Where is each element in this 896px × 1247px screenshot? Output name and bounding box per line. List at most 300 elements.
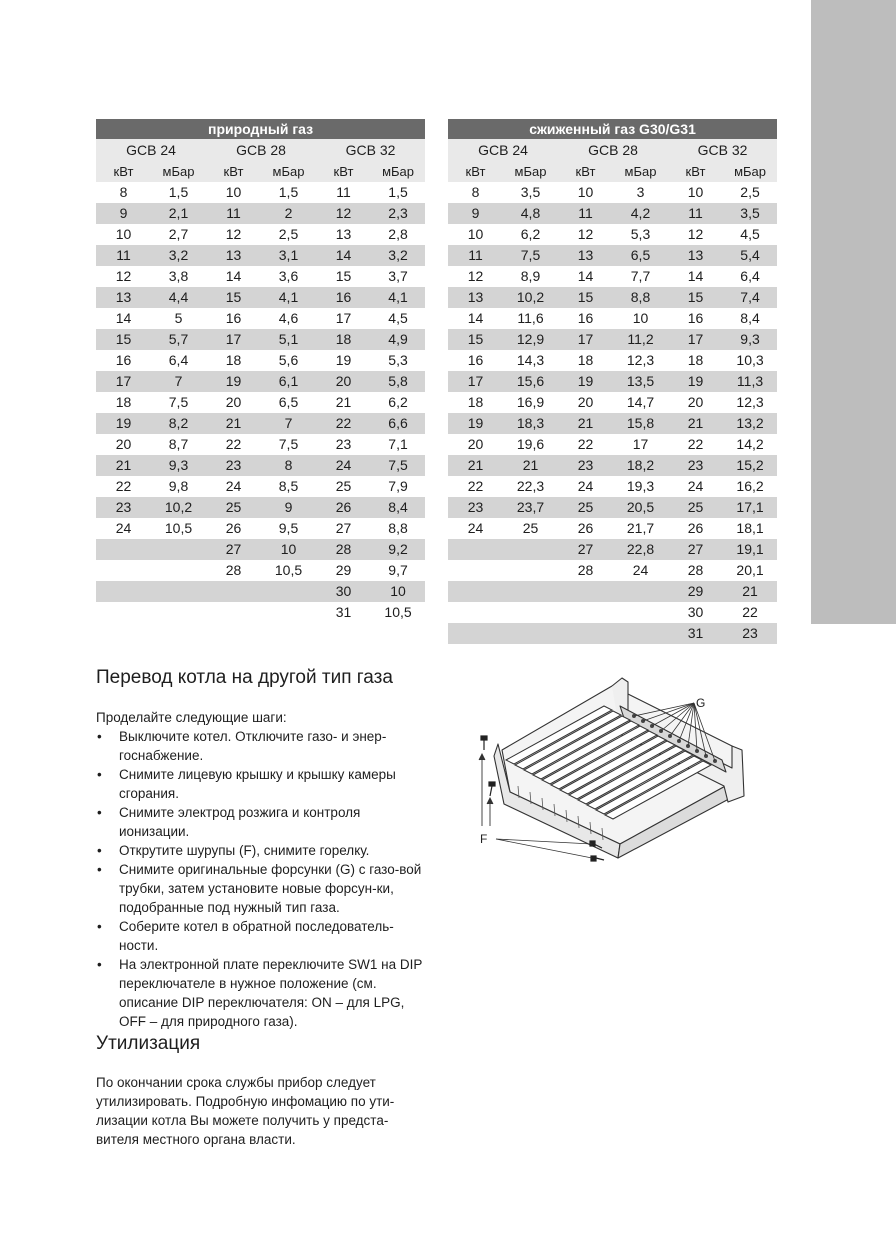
table-cell: 12 [448,266,503,287]
table-title: природный газ [96,119,425,139]
table-cell: 11 [316,182,371,203]
table-cell: 8 [96,182,151,203]
table-cell: 25 [558,497,613,518]
table-cell: 13 [668,245,723,266]
table-cell: 3,7 [371,266,425,287]
table-row [96,182,425,203]
table-cell: 6,1 [261,371,316,392]
table-cell: 10 [371,581,425,602]
bullet: • [97,729,102,744]
table-cell: 14 [316,245,371,266]
table-cell: 13,5 [613,371,668,392]
table-cell: 6,5 [261,392,316,413]
table-cell: 10,5 [261,560,316,581]
table-cell [96,581,151,602]
table-row [96,581,425,602]
table-cell: 14 [558,266,613,287]
lpg-gas-table [448,119,777,644]
table-row [96,602,425,623]
table-cell: 22 [96,476,151,497]
table-cell: 20 [668,392,723,413]
table-row [448,308,777,329]
table-cell: 8,5 [261,476,316,497]
table-cell: 22 [448,476,503,497]
table-cell: 10 [558,182,613,203]
table-cell: 15,8 [613,413,668,434]
step-text: Соберите котел в обратной последователь-ности. [119,919,394,953]
table-cell: 3,5 [503,182,558,203]
table-row [448,182,777,203]
table-cell: 11 [558,203,613,224]
table-row [96,434,425,455]
table-cell: 14 [448,308,503,329]
table-cell: 10 [206,182,261,203]
table-row [96,266,425,287]
list-item [96,765,430,803]
unit-header: кВт [96,161,151,182]
table-cell: 18 [448,392,503,413]
table-cell: 22 [723,602,777,623]
table-row [96,329,425,350]
table-cell: 19 [448,413,503,434]
table-cell [503,560,558,581]
steps-intro: Проделайте следующие шаги: [96,710,287,725]
table-cell: 7,7 [613,266,668,287]
bullet: • [97,919,102,934]
table-cell: 19,3 [613,476,668,497]
table-cell: 9,3 [723,329,777,350]
table-cell [448,602,503,623]
table-cell: 18 [206,350,261,371]
bullet: • [97,957,102,972]
table-row [448,602,777,623]
table-cell: 16 [206,308,261,329]
table-cell: 15 [206,287,261,308]
table-cell: 18 [316,329,371,350]
table-cell: 22 [668,434,723,455]
table-row [96,413,425,434]
unit-header: кВт [668,161,723,182]
unit-header: кВт [316,161,371,182]
table-cell: 13 [206,245,261,266]
table-cell [613,602,668,623]
table-cell: 27 [558,539,613,560]
table-cell: 16 [316,287,371,308]
label-g: G [696,696,706,710]
table-cell: 9,5 [261,518,316,539]
model-header: GCB 24 [448,139,558,161]
table-cell: 24 [613,560,668,581]
table-cell: 6,6 [371,413,425,434]
table-row [448,476,777,497]
unit-header: кВт [448,161,503,182]
table-cell: 21,7 [613,518,668,539]
table-cell: 12 [668,224,723,245]
table-cell: 23 [668,455,723,476]
table-cell: 27 [206,539,261,560]
table-row [448,329,777,350]
table-cell [503,602,558,623]
table-row [448,203,777,224]
table-row [96,455,425,476]
disposal-heading: Утилизация [96,1033,201,1054]
table-cell: 18,1 [723,518,777,539]
table-cell: 5,1 [261,329,316,350]
table-row [96,350,425,371]
table-cell: 21 [668,413,723,434]
table-cell: 20 [448,434,503,455]
table-cell: 7,5 [151,392,206,413]
table-cell: 26 [668,518,723,539]
table-cell: 21 [558,413,613,434]
unit-header: кВт [206,161,261,182]
table-cell: 1,5 [371,182,425,203]
table-cell: 16,9 [503,392,558,413]
table-cell: 25 [206,497,261,518]
table-cell: 11,6 [503,308,558,329]
table-cell [151,539,206,560]
table-cell: 4,2 [613,203,668,224]
table-cell: 11 [206,203,261,224]
table-cell: 9 [448,203,503,224]
list-item [96,803,430,841]
table-cell: 2,5 [723,182,777,203]
table-row [96,371,425,392]
table-cell: 22 [206,434,261,455]
table-row [448,413,777,434]
table-cell: 22,3 [503,476,558,497]
table-cell: 7,5 [261,434,316,455]
bullet: • [97,805,102,820]
table-cell: 19 [558,371,613,392]
table-cell: 19,1 [723,539,777,560]
table-cell: 3,8 [151,266,206,287]
table-row [448,581,777,602]
model-header: GCB 28 [558,139,668,161]
table-cell: 2,3 [371,203,425,224]
table-cell: 16 [96,350,151,371]
table-cell: 4,9 [371,329,425,350]
table-cell: 20 [96,434,151,455]
table-cell: 28 [668,560,723,581]
steps-list [96,727,430,1031]
table-cell: 17 [316,308,371,329]
table-cell: 7,5 [503,245,558,266]
gas-conversion-heading: Перевод котла на другой тип газа [96,667,393,688]
table-cell: 17 [558,329,613,350]
table-cell: 10,2 [151,497,206,518]
table-cell: 14,3 [503,350,558,371]
table-cell [503,581,558,602]
table-cell: 17 [206,329,261,350]
table-cell: 8,2 [151,413,206,434]
table-cell: 18 [96,392,151,413]
table-cell: 16,2 [723,476,777,497]
table-cell: 7,1 [371,434,425,455]
table-cell [151,602,206,623]
table-cell: 22,8 [613,539,668,560]
table-cell: 16 [668,308,723,329]
table-cell: 3,5 [723,203,777,224]
table-cell: 10 [261,539,316,560]
table-cell: 23 [316,434,371,455]
table-cell: 19 [316,350,371,371]
table-cell: 15,6 [503,371,558,392]
table-cell: 7,4 [723,287,777,308]
table-cell: 6,4 [151,350,206,371]
table-cell: 27 [668,539,723,560]
table-row [448,539,777,560]
table-cell: 25 [668,497,723,518]
table-cell: 15 [96,329,151,350]
table-cell: 15 [558,287,613,308]
table-cell: 17 [448,371,503,392]
model-header: GCB 28 [206,139,316,161]
table-cell: 28 [206,560,261,581]
table-cell [151,560,206,581]
table-cell [448,560,503,581]
table-cell: 8,4 [371,497,425,518]
table-cell: 29 [668,581,723,602]
table-cell: 5,8 [371,371,425,392]
table-cell: 25 [316,476,371,497]
table-cell: 10 [96,224,151,245]
table-cell: 13 [448,287,503,308]
table-cell: 17 [96,371,151,392]
table-cell: 23 [96,497,151,518]
table-cell: 13 [558,245,613,266]
table-row [96,518,425,539]
table-cell: 7,5 [371,455,425,476]
table-cell: 6,2 [371,392,425,413]
table-cell: 2 [261,203,316,224]
table-cell: 12,3 [723,392,777,413]
table-row [448,287,777,308]
bullet: • [97,843,102,858]
table-cell: 6,2 [503,224,558,245]
table-cell [448,581,503,602]
table-row [448,434,777,455]
table-cell: 5,6 [261,350,316,371]
table-cell: 4,1 [371,287,425,308]
table-cell: 10 [668,182,723,203]
table-cell: 8,7 [151,434,206,455]
table-cell: 3,2 [371,245,425,266]
table-cell: 6,5 [613,245,668,266]
table-cell: 10,5 [151,518,206,539]
bullet: • [97,767,102,782]
list-item [96,917,430,955]
table-row [96,203,425,224]
table-cell: 12,3 [613,350,668,371]
table-cell [558,602,613,623]
table-cell: 23 [206,455,261,476]
table-cell: 19 [668,371,723,392]
table-cell: 26 [558,518,613,539]
table-cell: 30 [316,581,371,602]
table-cell: 2,8 [371,224,425,245]
table-cell: 4,5 [723,224,777,245]
step-text: Снимите лицевую крышку и крышку камеры сгорания. [119,767,396,801]
step-text: Снимите электрод розжига и контроля ионизации. [119,805,361,839]
table-cell: 21 [448,455,503,476]
table-row [448,350,777,371]
table-row [96,224,425,245]
burner-diagram [470,676,760,876]
table-cell [503,623,558,644]
table-cell: 16 [558,308,613,329]
table-cell: 8 [448,182,503,203]
table-cell: 9,8 [151,476,206,497]
table-cell: 23 [723,623,777,644]
table-cell: 8,9 [503,266,558,287]
unit-header: мБар [613,161,668,182]
table-row [96,308,425,329]
table-cell: 9,3 [151,455,206,476]
model-header: GCB 32 [668,139,777,161]
table-cell: 28 [316,539,371,560]
unit-header: мБар [261,161,316,182]
table-cell: 12 [206,224,261,245]
unit-header: мБар [151,161,206,182]
table-cell: 16 [448,350,503,371]
table-cell: 2,5 [261,224,316,245]
table-row [96,245,425,266]
table-row [96,287,425,308]
table-cell: 4,6 [261,308,316,329]
table-cell [96,539,151,560]
table-cell: 11 [96,245,151,266]
table-cell [96,560,151,581]
table-cell: 20 [558,392,613,413]
table-cell: 21 [723,581,777,602]
table-cell: 7 [151,371,206,392]
table-row [448,266,777,287]
table-cell: 17,1 [723,497,777,518]
table-cell: 19 [206,371,261,392]
table-cell: 9 [96,203,151,224]
table-cell: 24 [448,518,503,539]
list-item [96,841,430,860]
table-cell: 31 [668,623,723,644]
table-cell [96,602,151,623]
table-cell: 12,9 [503,329,558,350]
table-cell: 21 [316,392,371,413]
table-cell: 13,2 [723,413,777,434]
table-cell: 3 [613,182,668,203]
step-text: Выключите котел. Отключите газо- и энер-госнабжение. [119,729,387,763]
list-item [96,860,430,917]
table-cell: 25 [503,518,558,539]
table-cell [261,602,316,623]
table-cell: 23 [448,497,503,518]
table-cell: 6,4 [723,266,777,287]
table-cell: 2,1 [151,203,206,224]
table-cell: 11,3 [723,371,777,392]
table-cell: 13 [316,224,371,245]
table-cell: 4,1 [261,287,316,308]
unit-header: мБар [723,161,777,182]
table-cell: 30 [668,602,723,623]
table-row [448,371,777,392]
table-cell: 12 [316,203,371,224]
table-cell: 11,2 [613,329,668,350]
table-cell: 3,1 [261,245,316,266]
table-cell: 2,7 [151,224,206,245]
table-cell: 3,6 [261,266,316,287]
table-cell: 19 [96,413,151,434]
table-cell: 19,6 [503,434,558,455]
unit-header: кВт [558,161,613,182]
table-cell: 24 [316,455,371,476]
table-row [448,455,777,476]
table-cell [151,581,206,602]
table-cell: 18,2 [613,455,668,476]
table-cell: 10 [448,224,503,245]
table-cell: 4,4 [151,287,206,308]
step-text: Снимите оригинальные форсунки (G) с газо-вой трубки, затем установите новые форсун-ки, подобранные под нужный тип газа. [119,862,422,915]
table-cell: 5,7 [151,329,206,350]
table-row [448,623,777,644]
table-cell: 3,2 [151,245,206,266]
table-cell: 20 [316,371,371,392]
list-item [96,727,430,765]
table-cell: 20,1 [723,560,777,581]
table-row [448,224,777,245]
table-cell: 14,7 [613,392,668,413]
unit-header: мБар [503,161,558,182]
table-row [96,476,425,497]
table-cell: 18 [668,350,723,371]
table-cell: 17 [668,329,723,350]
table-cell: 15,2 [723,455,777,476]
table-row [448,518,777,539]
table-cell: 18,3 [503,413,558,434]
table-cell: 28 [558,560,613,581]
table-cell: 11 [668,203,723,224]
table-cell: 24 [668,476,723,497]
table-cell: 10,2 [503,287,558,308]
table-cell: 5,3 [613,224,668,245]
f-leader-lines [496,839,592,858]
table-cell: 23 [558,455,613,476]
table-cell [613,581,668,602]
table-cell: 15 [316,266,371,287]
table-cell: 20,5 [613,497,668,518]
table-cell: 21 [206,413,261,434]
table-cell: 26 [206,518,261,539]
model-header: GCB 24 [96,139,206,161]
list-item [96,955,430,1031]
model-header: GCB 32 [316,139,425,161]
table-cell: 22 [558,434,613,455]
table-cell: 4,5 [371,308,425,329]
step-text: Открутите шурупы (F), снимите горелку. [119,843,370,858]
natural-gas-table [96,119,425,623]
table-cell [613,623,668,644]
table-cell: 10,5 [371,602,425,623]
table-cell: 1,5 [151,182,206,203]
table-cell: 9,7 [371,560,425,581]
bullet: • [97,862,102,877]
table-cell: 24 [96,518,151,539]
table-cell [558,623,613,644]
table-cell: 12 [96,266,151,287]
table-cell: 17 [613,434,668,455]
table-cell: 20 [206,392,261,413]
table-cell: 9,2 [371,539,425,560]
table-cell: 5,3 [371,350,425,371]
